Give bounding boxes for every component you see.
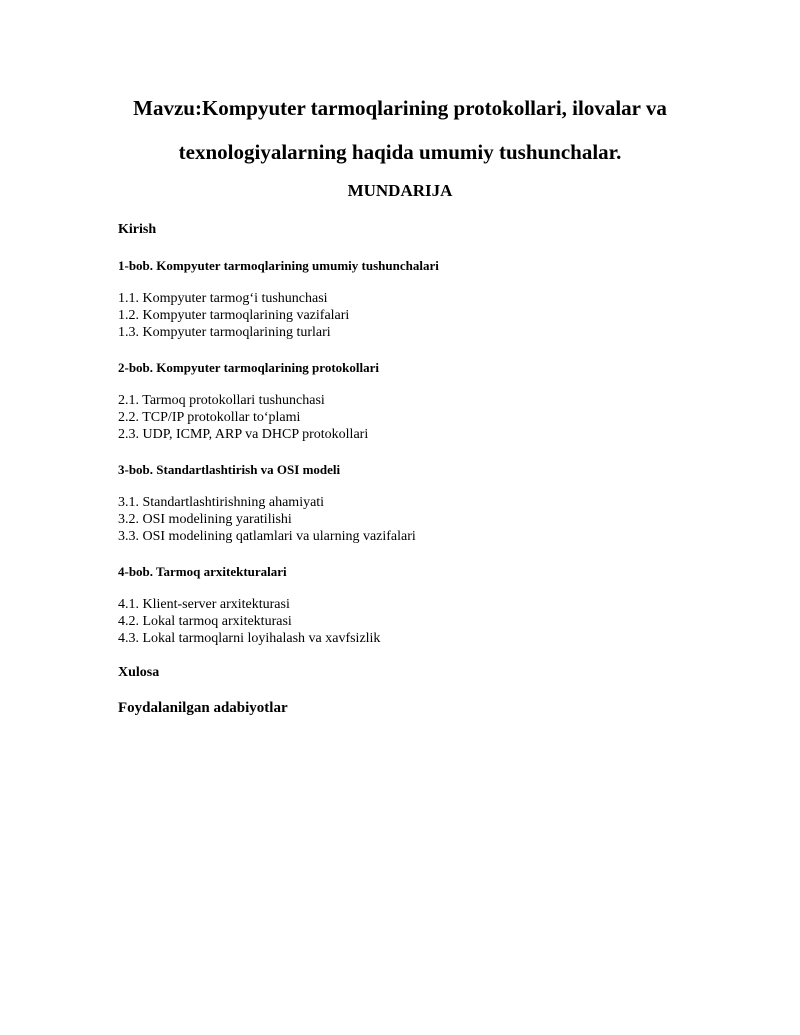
toc-section: 4.2. Lokal tarmoq arxitekturasi	[118, 614, 292, 629]
document-title-line-2: texnologiyalarning haqida umumiy tushunchalar.	[178, 140, 622, 164]
toc-section: 1.3. Kompyuter tarmoqlarining turlari	[118, 325, 331, 340]
document-title-line-1: Mavzu:Kompyuter tarmoqlarining protokollari, ilovalar va	[133, 96, 667, 120]
toc-chapter-3: 3-bob. Standartlashtirish va OSI modeli	[118, 462, 341, 477]
toc-section: 1.1. Kompyuter tarmog‘i tushunchasi	[118, 291, 328, 306]
toc-chapter-1: 1-bob. Kompyuter tarmoqlarining umumiy tushunchalari	[118, 258, 439, 273]
toc-section: 2.1. Tarmoq protokollari tushunchasi	[118, 393, 325, 408]
toc-section: 3.3. OSI modelining qatlamlari va ularning vazifalari	[118, 529, 416, 544]
toc-conclusion: Xulosa	[118, 665, 160, 680]
contents-heading: MUNDARIJA	[347, 181, 453, 200]
toc-section: 2.2. TCP/IP protokollar to‘plami	[118, 410, 301, 425]
document-title	[0, 86, 800, 174]
toc-chapter-2: 2-bob. Kompyuter tarmoqlarining protokollari	[118, 360, 379, 375]
toc-section: 4.1. Klient-server arxitekturasi	[118, 597, 290, 612]
toc-section: 3.2. OSI modelining yaratilishi	[118, 512, 292, 527]
toc-section: 1.2. Kompyuter tarmoqlarining vazifalari	[118, 308, 350, 323]
toc-section: 4.3. Lokal tarmoqlarni loyihalash va xavfsizlik	[118, 631, 381, 646]
toc-chapter-4: 4-bob. Tarmoq arxitekturalari	[118, 564, 287, 579]
toc-intro: Kirish	[118, 222, 157, 237]
toc-section: 2.3. UDP, ICMP, ARP va DHCP protokollari	[118, 427, 369, 442]
toc-section: 3.1. Standartlashtirishning ahamiyati	[118, 495, 325, 510]
toc-references: Foydalanilgan adabiyotlar	[118, 700, 288, 716]
